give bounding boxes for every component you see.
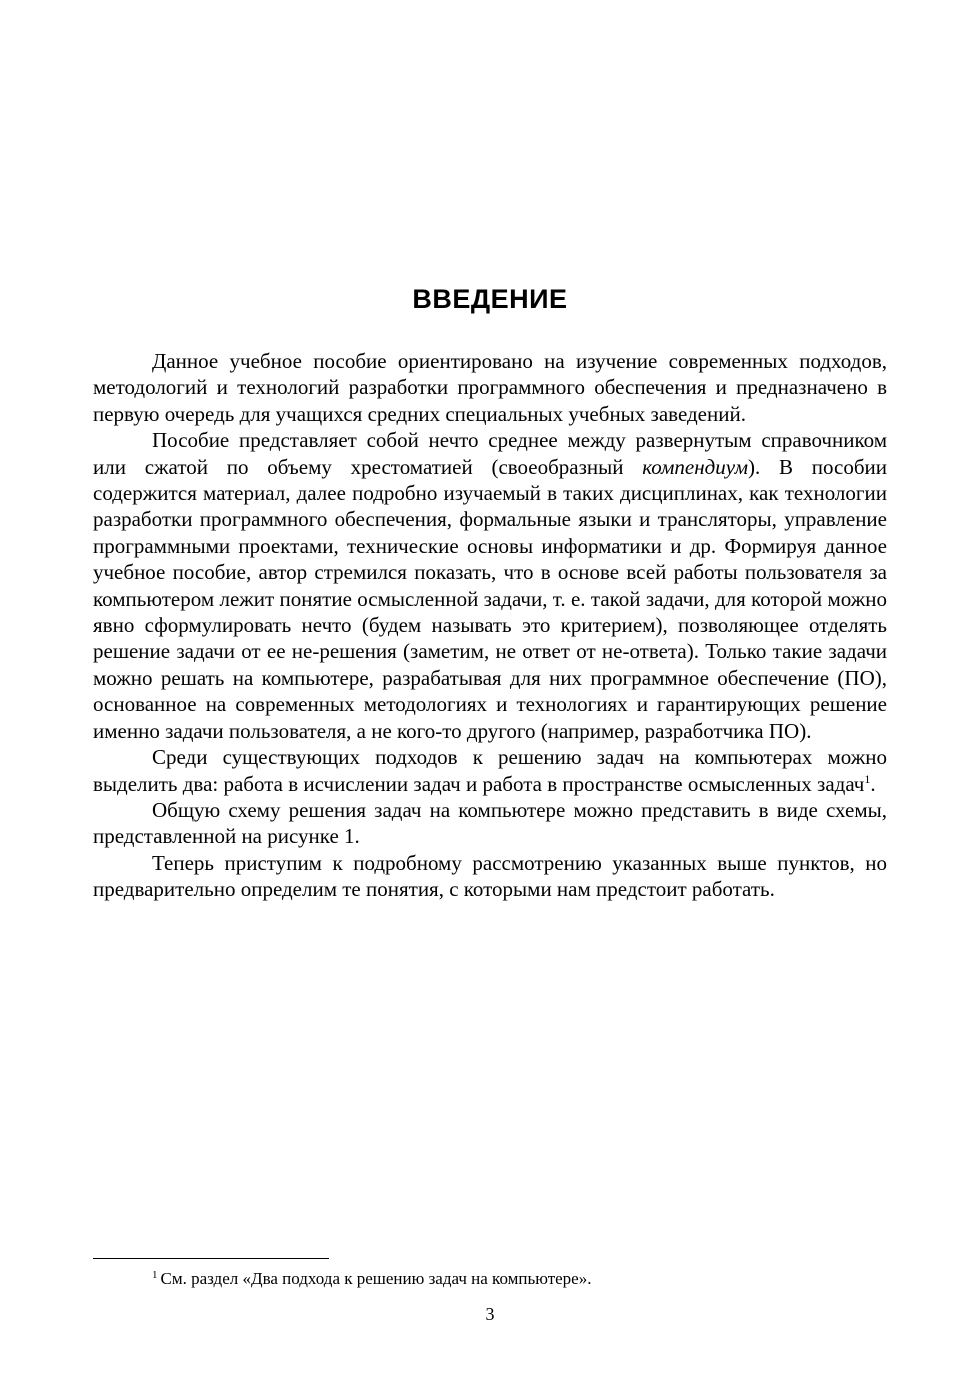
paragraph-4: Общую схему решения задач на компьютере можно представить в виде схемы, представленной на рисунке 1. xyxy=(93,797,887,849)
page-title: ВВЕДЕНИЕ xyxy=(412,284,568,314)
footnote xyxy=(152,1268,887,1290)
paragraph-3-period: . xyxy=(870,771,876,796)
paragraph-3-text: Среди существующих подходов к решению задач на компьютерах можно выделить два: работа в исчислении задач и работа в пространстве осмысленных задач xyxy=(93,745,887,796)
paragraph-3 xyxy=(93,744,887,797)
page-number: 3 xyxy=(485,1304,495,1324)
emphasized-term: компендиум xyxy=(642,454,748,479)
footnote-divider xyxy=(93,1258,329,1259)
body-text xyxy=(93,348,887,903)
paragraph-2-end: ). В пособии содержится материал, далее подробно изучаемый в таких дисциплинах, как технологии разработки программного обеспечения, формальные языки и трансляторы, управление программными проектами, технические основы информатики и др. Формируя данное учебное пособие, автор стремился показать, что в основе всей работы пользователя за компьютером лежит понятие осмысленной задачи, т. е. такой задачи, для которой можно явно сформулировать нечто (будем называть это критерием), позволяющее отделять решение задачи от ее не-решения (заметим, не ответ от не-ответа). Только такие задачи можно решать на компьютере, разрабатывая для них программное обеспечение (ПО), основанное на современных методологиях и технологиях и гарантирующих решение именно задачи пользователя, а не кого-то другого (например, разработчика ПО). xyxy=(93,454,887,743)
paragraph-1: Данное учебное пособие ориентировано на изучение современных подходов, методологий и технологий разработки программного обеспечения и предназначено в первую очередь для учащихся средних специальных учебных заведений. xyxy=(93,349,887,426)
footnote-marker: 1 xyxy=(152,1269,158,1281)
footnote-text: См. раздел «Два подхода к решению задач на компьютере». xyxy=(160,1269,592,1288)
paragraph-5: Теперь приступим к подробному рассмотрению указанных выше пунктов, но предварительно определим те понятия, с которыми нам предстоит работать. xyxy=(93,850,887,902)
footnote-reference[interactable]: 1 xyxy=(864,771,871,786)
paragraph-2-start: Пособие представляет собой нечто среднее между развернутым справочником или сжатой по объему хрестоматией (своеобразный xyxy=(93,428,887,479)
paragraph-2 xyxy=(93,427,887,744)
